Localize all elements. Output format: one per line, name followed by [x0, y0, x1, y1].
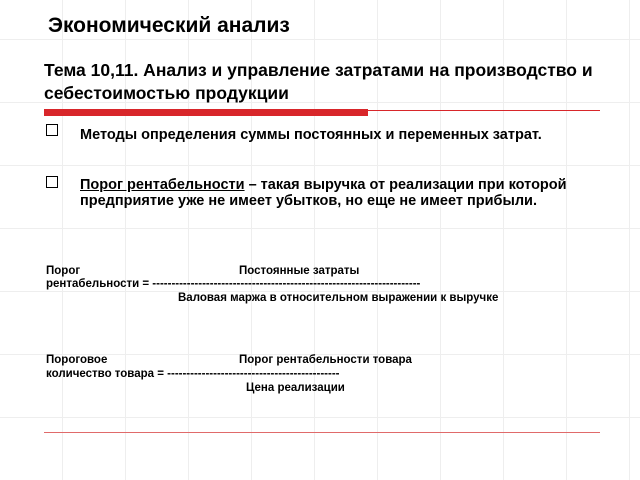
formula2-lhs-label-cont: количество товара = ---------------------------------------------	[46, 368, 340, 380]
formula2-numerator: Порог рентабельности товара	[239, 354, 412, 366]
bullet-item-break-even	[80, 177, 620, 209]
topic-title: Тема 10,11. Анализ и управление затратами на производство и себестоимостью продукции	[44, 60, 593, 103]
formula2-lhs-label: Пороговое	[46, 354, 108, 366]
bullet-square-icon	[46, 124, 58, 136]
formula1-denominator: Валовая маржа в относительном выражении к выручке	[178, 292, 499, 304]
definition-break-even: – такая выручка от реализации при которой предприятие уже не имеет убытков, но еще не имеет прибыли.	[80, 177, 567, 209]
formula2-denominator: Цена реализации	[246, 382, 345, 394]
formula1-lhs-label: Порог	[46, 265, 81, 277]
course-title: Экономический анализ	[48, 14, 290, 37]
formula1-numerator: Постоянные затраты	[239, 265, 360, 277]
term-break-even: Порог рентабельности	[80, 177, 245, 193]
title-underline-bar	[44, 109, 368, 116]
bullet-square-icon	[46, 176, 58, 188]
formula1-lhs-label-cont: рентабельности = ----------------------------------------------------------------------	[46, 278, 421, 290]
bullet-item-methods: Методы определения суммы постоянных и переменных затрат.	[80, 127, 542, 143]
formula1-fraction-line: ----------------------------------------------------------------------	[152, 278, 421, 290]
footer-divider-line	[44, 432, 600, 433]
formula2-fraction-line: ---------------------------------------------	[167, 368, 340, 380]
title-underline-line	[368, 110, 600, 111]
